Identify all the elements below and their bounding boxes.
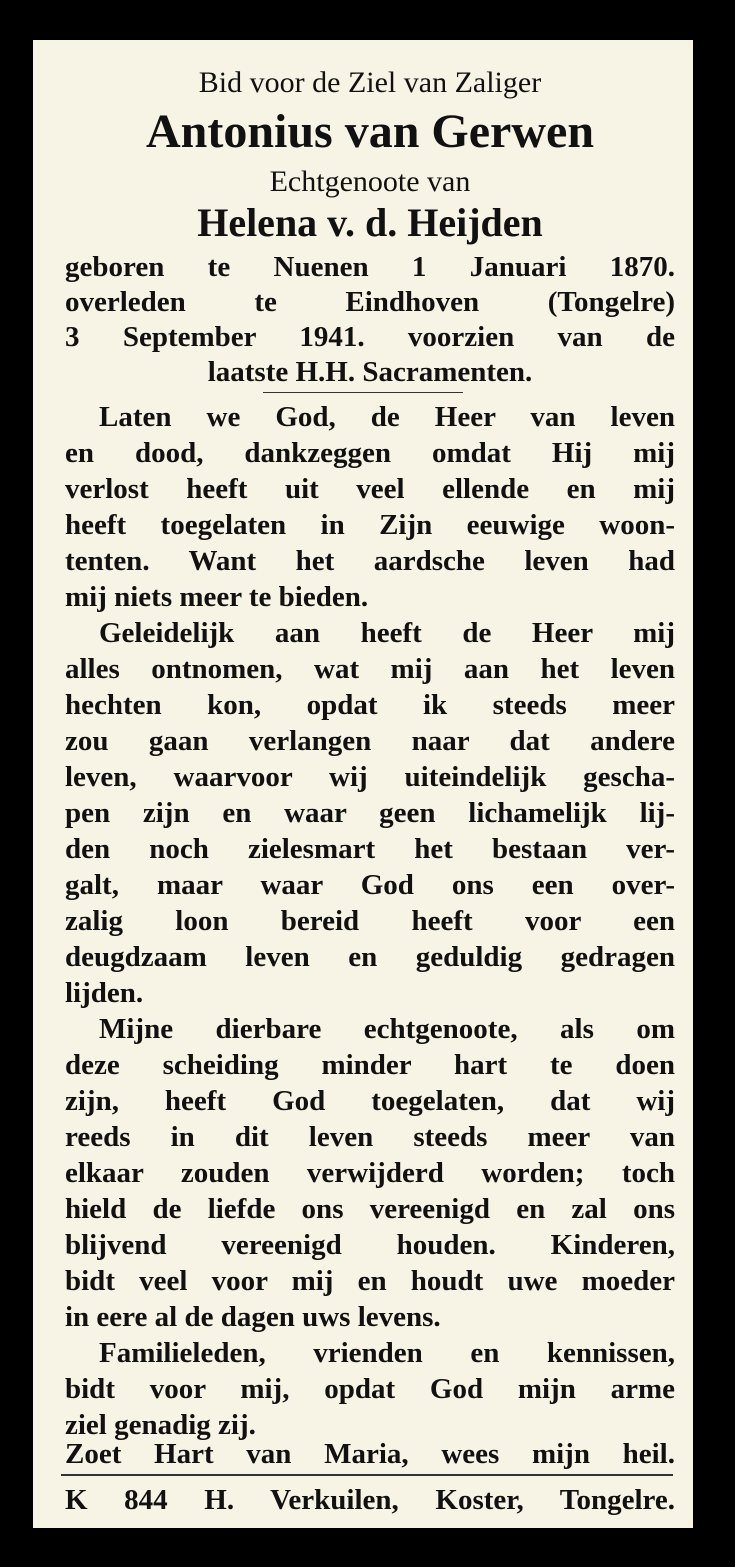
text-line: Familieleden, vrienden en kennissen,	[99, 1337, 675, 1369]
printer-footer: K 844 H. Verkuilen, Koster, Tongelre.	[65, 1484, 675, 1516]
text-line: alles ontnomen, wat mij aan het leven	[65, 653, 675, 685]
relation-line: Echtgenoote van	[269, 165, 471, 198]
text-line: blijvend vereenigd houden. Kinderen,	[65, 1229, 675, 1261]
text-line: elkaar zouden verwijderd worden; toch	[65, 1157, 675, 1189]
spouse-name: Helena v. d. Heijden	[197, 200, 543, 245]
text-line: mij niets meer te bieden.	[65, 581, 369, 613]
bio-line: laatste H.H. Sacramenten.	[207, 356, 533, 388]
text-line: hechten kon, opdat ik steeds meer	[65, 689, 675, 721]
text-line: verlost heeft uit veel ellende en mij	[65, 473, 675, 505]
text-line: in eere al de dagen uws levens.	[65, 1301, 441, 1333]
text-line: Mijne dierbare echtgenoote, als om	[99, 1013, 675, 1045]
text-line: Laten we God, de Heer van leven	[99, 401, 675, 433]
text-line: zalig loon bereid heeft voor een	[65, 905, 675, 937]
text-line: den noch zielesmart het bestaan ver-	[65, 833, 675, 865]
bio-line: geboren te Nuenen 1 Januari 1870.	[65, 251, 675, 283]
text-line: heeft toegelaten in Zijn eeuwige woon-	[65, 509, 675, 541]
text-line: leven, waarvoor wij uiteindelijk gescha-	[65, 761, 675, 793]
text-line: bidt voor mij, opdat God mijn arme	[65, 1373, 675, 1405]
text-line: tenten. Want het aardsche leven had	[65, 545, 675, 577]
bio-line: overleden te Eindhoven (Tongelre)	[65, 286, 675, 318]
text-line: deugdzaam leven en geduldig gedragen	[65, 941, 675, 973]
memorial-card	[33, 40, 693, 1528]
text-line: deze scheiding minder hart te doen	[65, 1049, 675, 1081]
bio-line: 3 September 1941. voorzien van de	[65, 321, 675, 353]
text-line: reeds in dit leven steeds meer van	[65, 1121, 675, 1153]
text-line: bidt veel voor mij en houdt uwe moeder	[65, 1265, 675, 1297]
text-line: zijn, heeft God toegelaten, dat wij	[65, 1085, 675, 1117]
intro-line: Bid voor de Ziel van Zaliger	[198, 66, 542, 99]
text-line: hield de liefde ons vereenigd en zal ons	[65, 1193, 675, 1225]
deceased-name: Antonius van Gerwen	[145, 105, 595, 158]
text-line: pen zijn en waar geen lichamelijk lij-	[65, 797, 675, 829]
divider	[263, 392, 463, 393]
text-line: en dood, dankzeggen omdat Hij mij	[65, 437, 675, 469]
text-line: zou gaan verlangen naar dat andere	[65, 725, 675, 757]
text-line: ziel genadig zij.	[65, 1409, 256, 1441]
text-line: galt, maar waar God ons een over-	[65, 869, 675, 901]
footer-divider	[61, 1474, 673, 1476]
text-line: Geleidelijk aan heeft de Heer mij	[99, 617, 675, 649]
text-line: lijden.	[65, 977, 144, 1009]
closing-line: Zoet Hart van Maria, wees mijn heil.	[65, 1438, 675, 1470]
